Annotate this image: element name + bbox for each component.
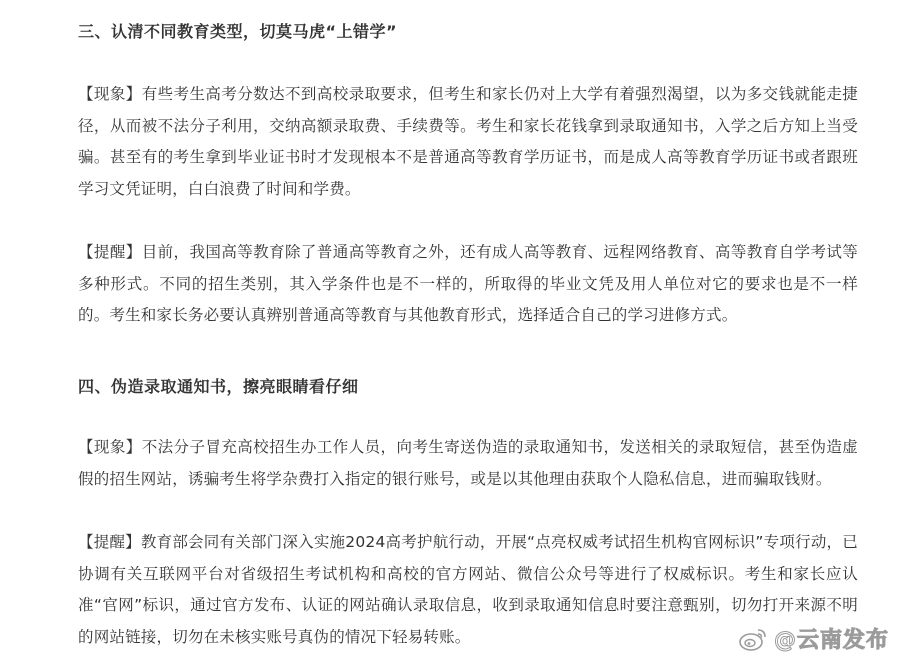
phenomenon-text: 不法分子冒充高校招生办工作人员，向考生寄送伪造的录取通知书，发送相关的录取短信，甚至伪造虚假的招生网站，诱骗考生将学杂费打入指定的银行账号，或是以其他理由获取个人隐私信息，进而骗取钱财。 <box>78 438 858 488</box>
section-3-phenomenon-paragraph <box>78 79 858 205</box>
section-4-phenomenon-paragraph <box>78 432 858 495</box>
watermark-text: @云南发布 <box>773 628 889 653</box>
reminder-tag: 【提醒】 <box>78 243 142 261</box>
reminder-text: 目前，我国高等教育除了普通高等教育之外，还有成人高等教育、远程网络教育、高等教育自学考试等多种形式。不同的招生类别，其入学条件也是不一样的，所取得的毕业文凭及用人单位对它的要求也是不一样的。考生和家长务必要认真辨别普通高等教育与其他教育形式，选择适合自己的学习进修方式。 <box>78 243 858 324</box>
weibo-icon <box>738 626 768 652</box>
phenomenon-tag: 【现象】 <box>78 438 142 456</box>
section-3-heading: 三、认清不同教育类型，切莫马虎“上错学” <box>78 22 398 41</box>
phenomenon-text: 有些考生高考分数达不到高校录取要求，但考生和家长仍对上大学有着强烈渴望，以为多交钱就能走捷径，从而被不法分子利用，交纳高额录取费、手续费等。考生和家长花钱拿到录取通知书，入学之后方知上当受骗。甚至有的考生拿到毕业证书时才发现根本不是普通高等教育学历证书，而是成人高等教育学历证书或者跟班学习文凭证明，白白浪费了时间和学费。 <box>78 85 858 198</box>
reminder-tag: 【提醒】 <box>78 533 141 551</box>
reminder-text: 教育部会同有关部门深入实施2024高考护航行动，开展“点亮权威考试招生机构官网标识”专项行动，已协调有关互联网平台对省级招生考试机构和高校的官方网站、微信公众号等进行了权威标识。考生和家长应认准“官网”标识，通过官方发布、认证的网站确认录取信息，收到录取通知信息时要注意甄别，切勿打开来源不明的网站链接，切勿在未核实账号真伪的情况下轻易转账。 <box>78 533 858 646</box>
section-4-heading: 四、伪造录取通知书，擦亮眼睛看仔细 <box>78 377 359 396</box>
weibo-watermark <box>738 623 889 654</box>
section-3-reminder-paragraph <box>78 237 858 332</box>
phenomenon-tag: 【现象】 <box>78 85 142 103</box>
